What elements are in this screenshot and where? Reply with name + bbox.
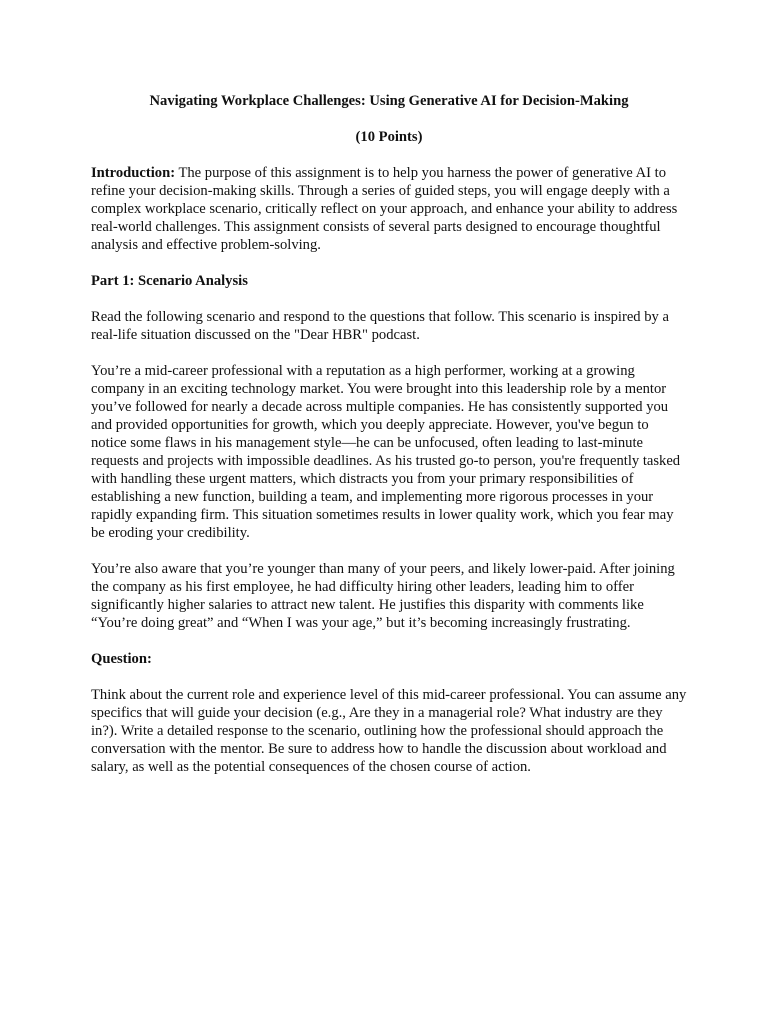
part1-heading: Part 1: Scenario Analysis [91, 273, 248, 289]
introduction-text: The purpose of this assignment is to help you harness the power of generative AI to refine your decision-making skills. Through a series of guided steps, you will engage deeply with a complex workplace scenario, critically reflect on your approach, and enhance your ability to address real-world challenges. This assignment consists of several parts designed to encourage thoughtful analysis and effective problem-solving. [91, 165, 678, 253]
introduction-label: Introduction: [91, 165, 176, 181]
part1-intro-paragraph: Read the following scenario and respond to the questions that follow. This scenario is inspired by a real-life situation discussed on the "Dear HBR" podcast. [91, 309, 669, 343]
question-paragraph: Think about the current role and experience level of this mid-career professional. You can assume any specifics that will guide your decision (e.g., Are they in a managerial role? What industry are they in?). Write a detailed response to the scenario, outlining how the professional should approach the conversation with the mentor. Be sure to address how to handle the discussion about workload and salary, as well as the potential consequences of the chosen course of action. [91, 687, 687, 775]
document-title: Navigating Workplace Challenges: Using Generative AI for Decision-Making [149, 93, 629, 109]
scenario-paragraph-1: You’re a mid-career professional with a reputation as a high performer, working at a growing company in an exciting technology market. You were brought into this leadership role by a mentor you’ve followed for nearly a decade across multiple companies. He has consistently supported you and provided opportunities for growth, which you deeply appreciate. However, you've begun to notice some flaws in his management style—he can be unfocused, often leading to last-minute requests and projects with impossible deadlines. As his trusted go-to person, you're frequently tasked with handling these urgent matters, which distracts you from your primary responsibilities of establishing a new function, building a team, and implementing more rigorous processes in your rapidly expanding firm. This situation sometimes results in lower quality work, which you fear may be eroding your credibility. [91, 363, 681, 541]
document-body [91, 92, 687, 776]
introduction-paragraph [91, 164, 687, 254]
question-heading: Question: [91, 651, 152, 667]
points-label: (10 Points) [355, 129, 423, 145]
scenario-paragraph-2: You’re also aware that you’re younger than many of your peers, and likely lower-paid. After joining the company as his first employee, he had difficulty hiring other leaders, leading him to offer significantly higher salaries to attract new talent. He justifies this disparity with comments like “You’re doing great” and “When I was your age,” but it’s becoming increasingly frustrating. [91, 561, 675, 631]
